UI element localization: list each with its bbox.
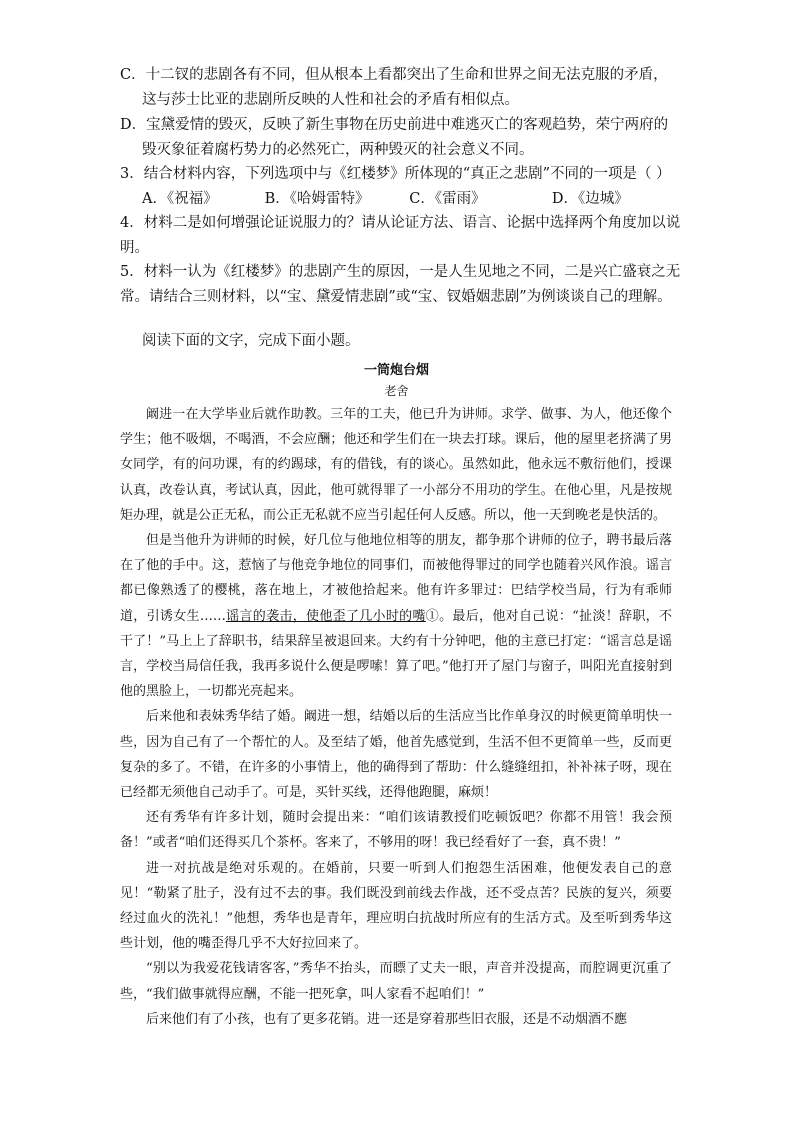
story-paragraph-2-part-a: 但是当他升为讲师的时候，好几位与他地位相等的朋友，都争那个讲师的位子，聘书最后落在了他的手中。这，惹恼了与他竞争地位的同事们，而被他得罪过的同学也随着兴风作浪。谣言都已像熟透了的樱桃，落在地上，才被他拾起来。他有许多罪过：巴结学校当局，行为有乖师道，引诱女生…… — [120, 533, 672, 624]
story-body — [120, 402, 672, 1032]
option-d-line1: D．宝黛爱情的毁灭，反映了新生事物在历史前进中难逃灭亡的客观趋势，荣宁两府的 — [120, 117, 669, 133]
option-c-line1: C．十二钗的悲剧各有不同，但从根本上看都突出了生命和世界之间无法克服的矛盾， — [120, 67, 668, 83]
story-paragraph-3: 后来他和表妹秀华结了婚。阚进一想，结婚以后的生活应当比作单身汉的时候更简单明快一些，因为自己有了一个帮忙的人。及至结了婚，他首先感觉到，生活不但不更简单一些，反而更复杂的多了。不错，在许多的小事情上，他的确得到了帮助：什么缝缝纽扣，补补袜子呀，现在已经都无须他自己动手了。可是，买针买线，还得他跑腿，麻烦！ — [120, 709, 672, 801]
story-paragraph-2-part-b: ①。最后，他对自己说：“扯淡！辞职，不干了！”马上上了辞职书，结果辞呈被退回来。大约有十分钟吧，他的主意已打定：“谣言总是谣言，学校当局信任我，我再多说什么便是啰嗦！算了吧。”他打开了屋门与窗子，叫阳光直接射到他的黑脸上，一切都光亮起来。 — [120, 608, 672, 700]
question-3-stem: 3．结合材料内容，下列选项中与《红楼梦》所体现的“真正之悲剧”不同的一项是（ ） — [120, 166, 671, 182]
question-3-option-c: C．《雷雨》 — [409, 191, 486, 207]
option-c — [120, 63, 680, 113]
option-d-line2: 毁灭象征着腐朽势力的必然死亡，两种毁灭的社会意义不同。 — [142, 142, 534, 158]
reading-instruction — [120, 329, 680, 354]
question-5-line2: 常。请结合三则材料，以“宝、黛爱情悲剧”或“宝、钗婚姻悲剧”为例谈谈自己的理解。 — [120, 289, 672, 305]
story-paragraph-4: 还有秀华有许多计划，随时会提出来：“咱们该请教授们吃顿饭吧？你都不用管！我会预备！”或者“咱们还得买几个茶杯。客来了，不够用的呀！我已经看好了一套，真不贵！” — [120, 810, 672, 851]
story-paragraph-5: 进一对抗战是绝对乐观的。在婚前，只要一听到人们抱怨生活困难，他便发表自己的意见！“勒紧了肚子，没有过不去的事。我们既没到前线去作战，还不受点苦？民族的复兴，须要经过血火的洗礼！”他想，秀华也是青年，理应明白抗战时所应有的生活方式。及至听到秀华这些计划，他的嘴歪得几乎不大好拉回来了。 — [120, 860, 672, 952]
option-c-line2: 这与莎士比亚的悲剧所反映的人性和社会的矛盾有相似点。 — [142, 92, 519, 108]
question-4 — [120, 211, 680, 261]
story-paragraph-2 — [120, 528, 672, 704]
question-3-option-a: A．《祝福》 — [142, 191, 218, 207]
option-d — [120, 113, 680, 163]
story-paragraph-6: “别以为我爱花钱请客客，”秀华不抬头，而瞟了丈夫一眼，声音并没提高，而腔调更沉重了些，“我们做事就得应酬，不能一把死拿，叫人家看不起咱们！” — [120, 961, 672, 1002]
story-title: 一筒炮台烟 — [363, 363, 429, 378]
question-4-line1: 4．材料二是如何增强论证说服力的？请从论证方法、语言、论据中选择两个角度加以说 — [120, 215, 681, 231]
underlined-phrase: 谣言的袭击，使他歪了几小时的嘴 — [225, 608, 426, 624]
question-5-line1: 5．材料一认为《红楼梦》的悲剧产生的原因，一是人生见地之不同，二是兴亡盛衰之无 — [120, 264, 681, 280]
question-3-option-b: B．《哈姆雷特》 — [264, 191, 370, 207]
question-3 — [120, 162, 680, 212]
story-paragraph-7: 后来他们有了小孩，也有了更多花销。进一还是穿着那些旧衣服，还是不动烟酒不應 — [146, 1011, 628, 1027]
question-4-line2: 明。 — [120, 240, 149, 256]
reading-instruction-text: 阅读下面的文字，完成下面小题。 — [142, 333, 360, 349]
story-author: 老舍 — [384, 384, 409, 398]
story-paragraph-1: 阚进一在大学毕业后就作助教。三年的工夫，他已升为讲师。求学、做事、为人，他还像个学生；他不吸烟，不喝酒，不会应酬；他还和学生们在一块去打球。课后，他的屋里老挤满了男女同学，有的问功课，有的约踢球，有的借钱，有的谈心。虽然如此，他永远不敷衍他们，授课认真，改卷认真，考试认真，因此，他可就得罪了一小部分不用功的学生。在他心里，凡是按规矩办理，就是公正无私，而公正无私就不应当引起任何人反感。所以，他一天到晚老是快活的。 — [120, 407, 672, 523]
question-5 — [120, 260, 680, 310]
question-3-options — [120, 187, 680, 212]
question-3-option-d: D．《边城》 — [551, 191, 629, 207]
